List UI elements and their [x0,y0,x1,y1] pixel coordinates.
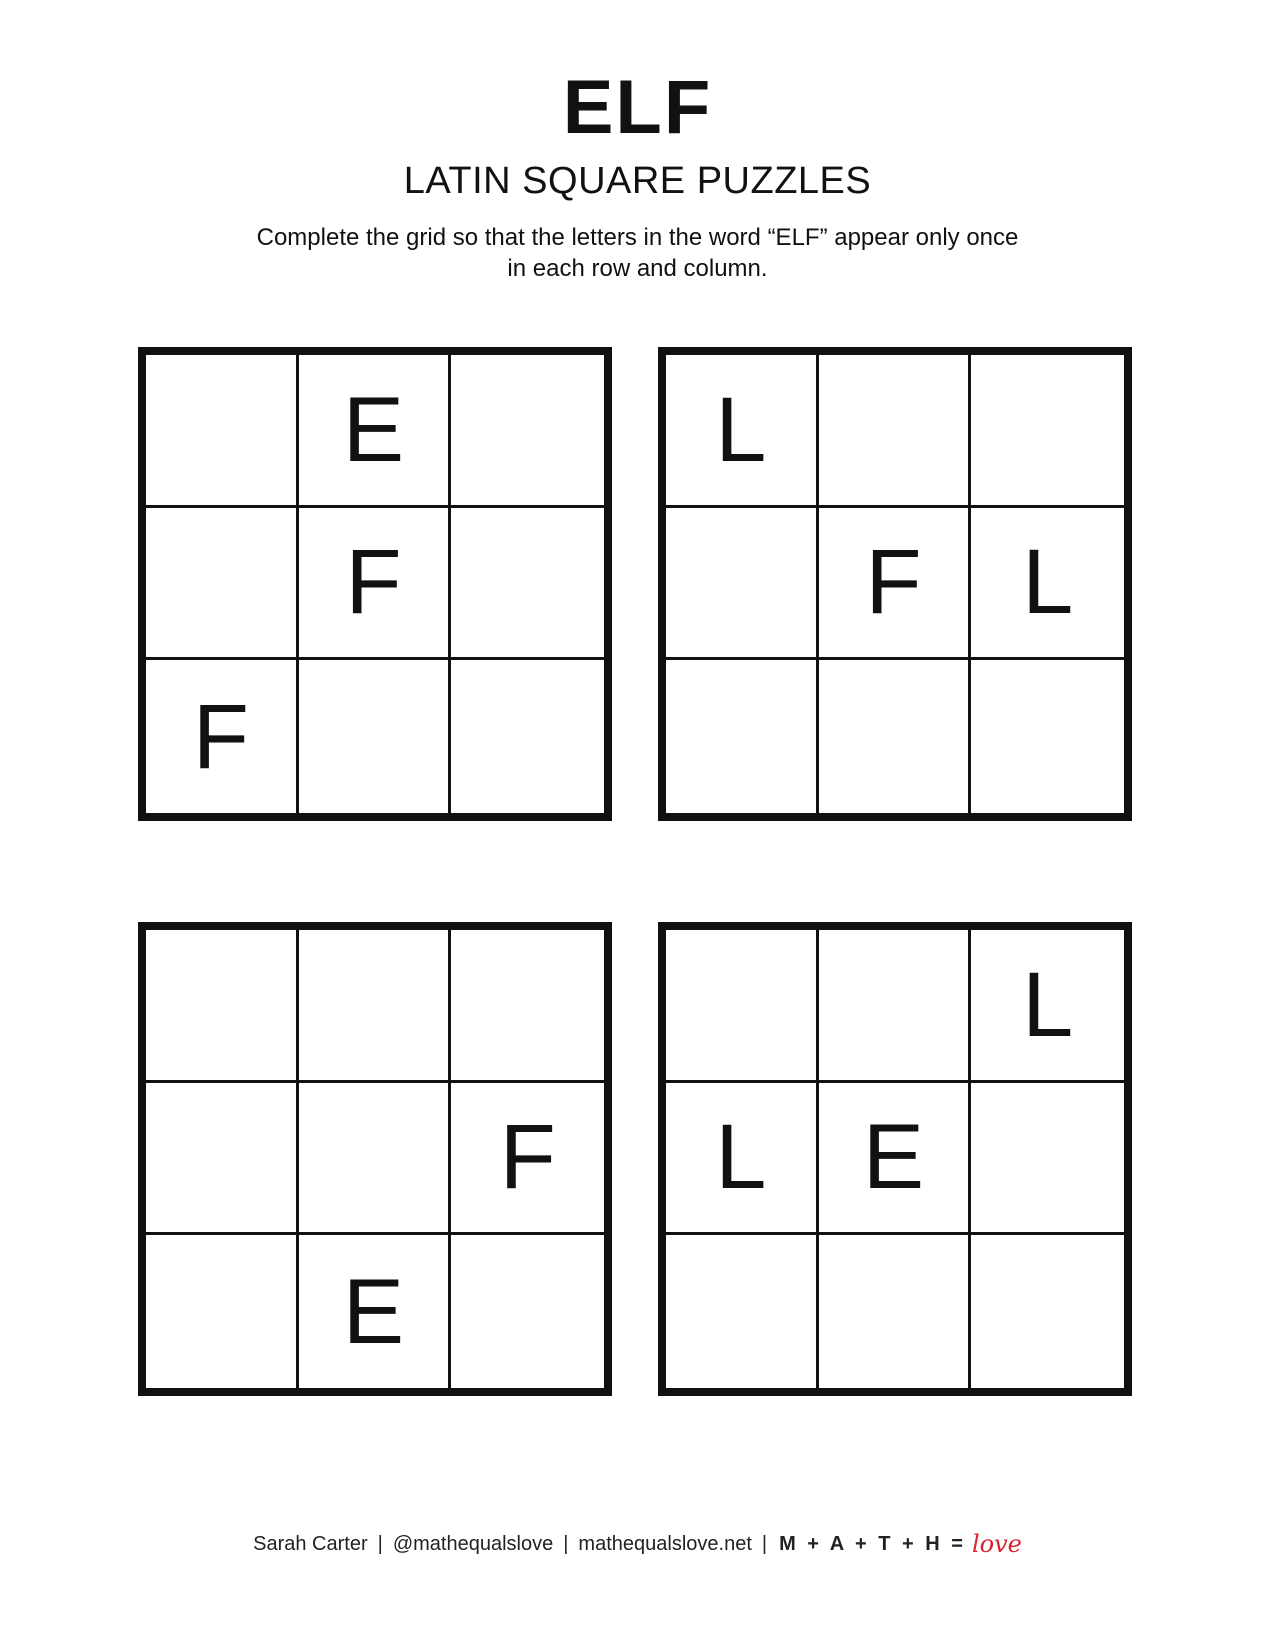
puzzle-cell[interactable] [819,660,972,813]
puzzle-cell[interactable] [451,355,604,508]
puzzle-cell[interactable] [819,1235,972,1388]
instructions-line-2: in each row and column. [507,255,768,282]
puzzle-cell[interactable] [451,930,604,1083]
puzzle-cell[interactable] [971,1235,1124,1388]
puzzle-cell[interactable]: L [971,930,1124,1083]
puzzle-cell[interactable]: F [819,508,972,661]
puzzle-grid-2 [658,347,1132,821]
footer-separator: | [761,1532,768,1555]
puzzle-cell[interactable] [666,1235,819,1388]
puzzle-cell[interactable] [146,508,299,661]
puzzle-grid-3 [138,922,612,1396]
puzzle-cell[interactable]: E [819,1083,972,1236]
puzzle-cell[interactable] [819,355,972,508]
puzzle-cell[interactable] [451,660,604,813]
footer-handle: @mathequalslove [392,1532,554,1555]
footer-website: mathequalslove.net [578,1532,752,1555]
puzzle-grid-4 [658,922,1132,1396]
puzzle-cell[interactable] [146,930,299,1083]
puzzle-cell[interactable] [451,508,604,661]
puzzle-cell[interactable] [299,1083,452,1236]
puzzle-cell[interactable] [299,660,452,813]
puzzle-cell[interactable]: F [451,1083,604,1236]
puzzle-cell[interactable] [146,1235,299,1388]
puzzle-cell[interactable]: L [666,355,819,508]
puzzle-cell[interactable] [451,1235,604,1388]
footer-brand: M + A + T + H = [779,1532,966,1555]
puzzle-cell[interactable] [666,508,819,661]
instructions-line-1: Complete the grid so that the letters in the word “ELF” appear only once [256,224,1019,251]
puzzle-cell[interactable]: F [299,508,452,661]
instructions [180,222,1095,284]
puzzle-cell[interactable]: F [146,660,299,813]
footer-author: Sarah Carter [253,1532,368,1555]
puzzle-cell[interactable] [971,355,1124,508]
footer [0,1530,1275,1558]
puzzle-cell[interactable]: L [971,508,1124,661]
footer-brand-love: love [971,1530,1022,1558]
footer-separator: | [563,1532,569,1555]
footer-separator: | [377,1532,383,1555]
puzzle-grid-1 [138,347,612,821]
puzzle-cell[interactable] [819,930,972,1083]
puzzle-cell[interactable]: E [299,355,452,508]
puzzle-cell[interactable] [146,355,299,508]
puzzle-cell[interactable] [971,660,1124,813]
puzzle-cell[interactable] [299,930,452,1083]
puzzle-cell[interactable] [146,1083,299,1236]
puzzle-cell[interactable]: E [299,1235,452,1388]
puzzle-cell[interactable] [666,930,819,1083]
puzzle-cell[interactable] [666,660,819,813]
page-subtitle: LATIN SQUARE PUZZLES [403,160,872,202]
page-title: ELF [562,65,713,150]
puzzle-cell[interactable] [971,1083,1124,1236]
puzzle-cell[interactable]: L [666,1083,819,1236]
